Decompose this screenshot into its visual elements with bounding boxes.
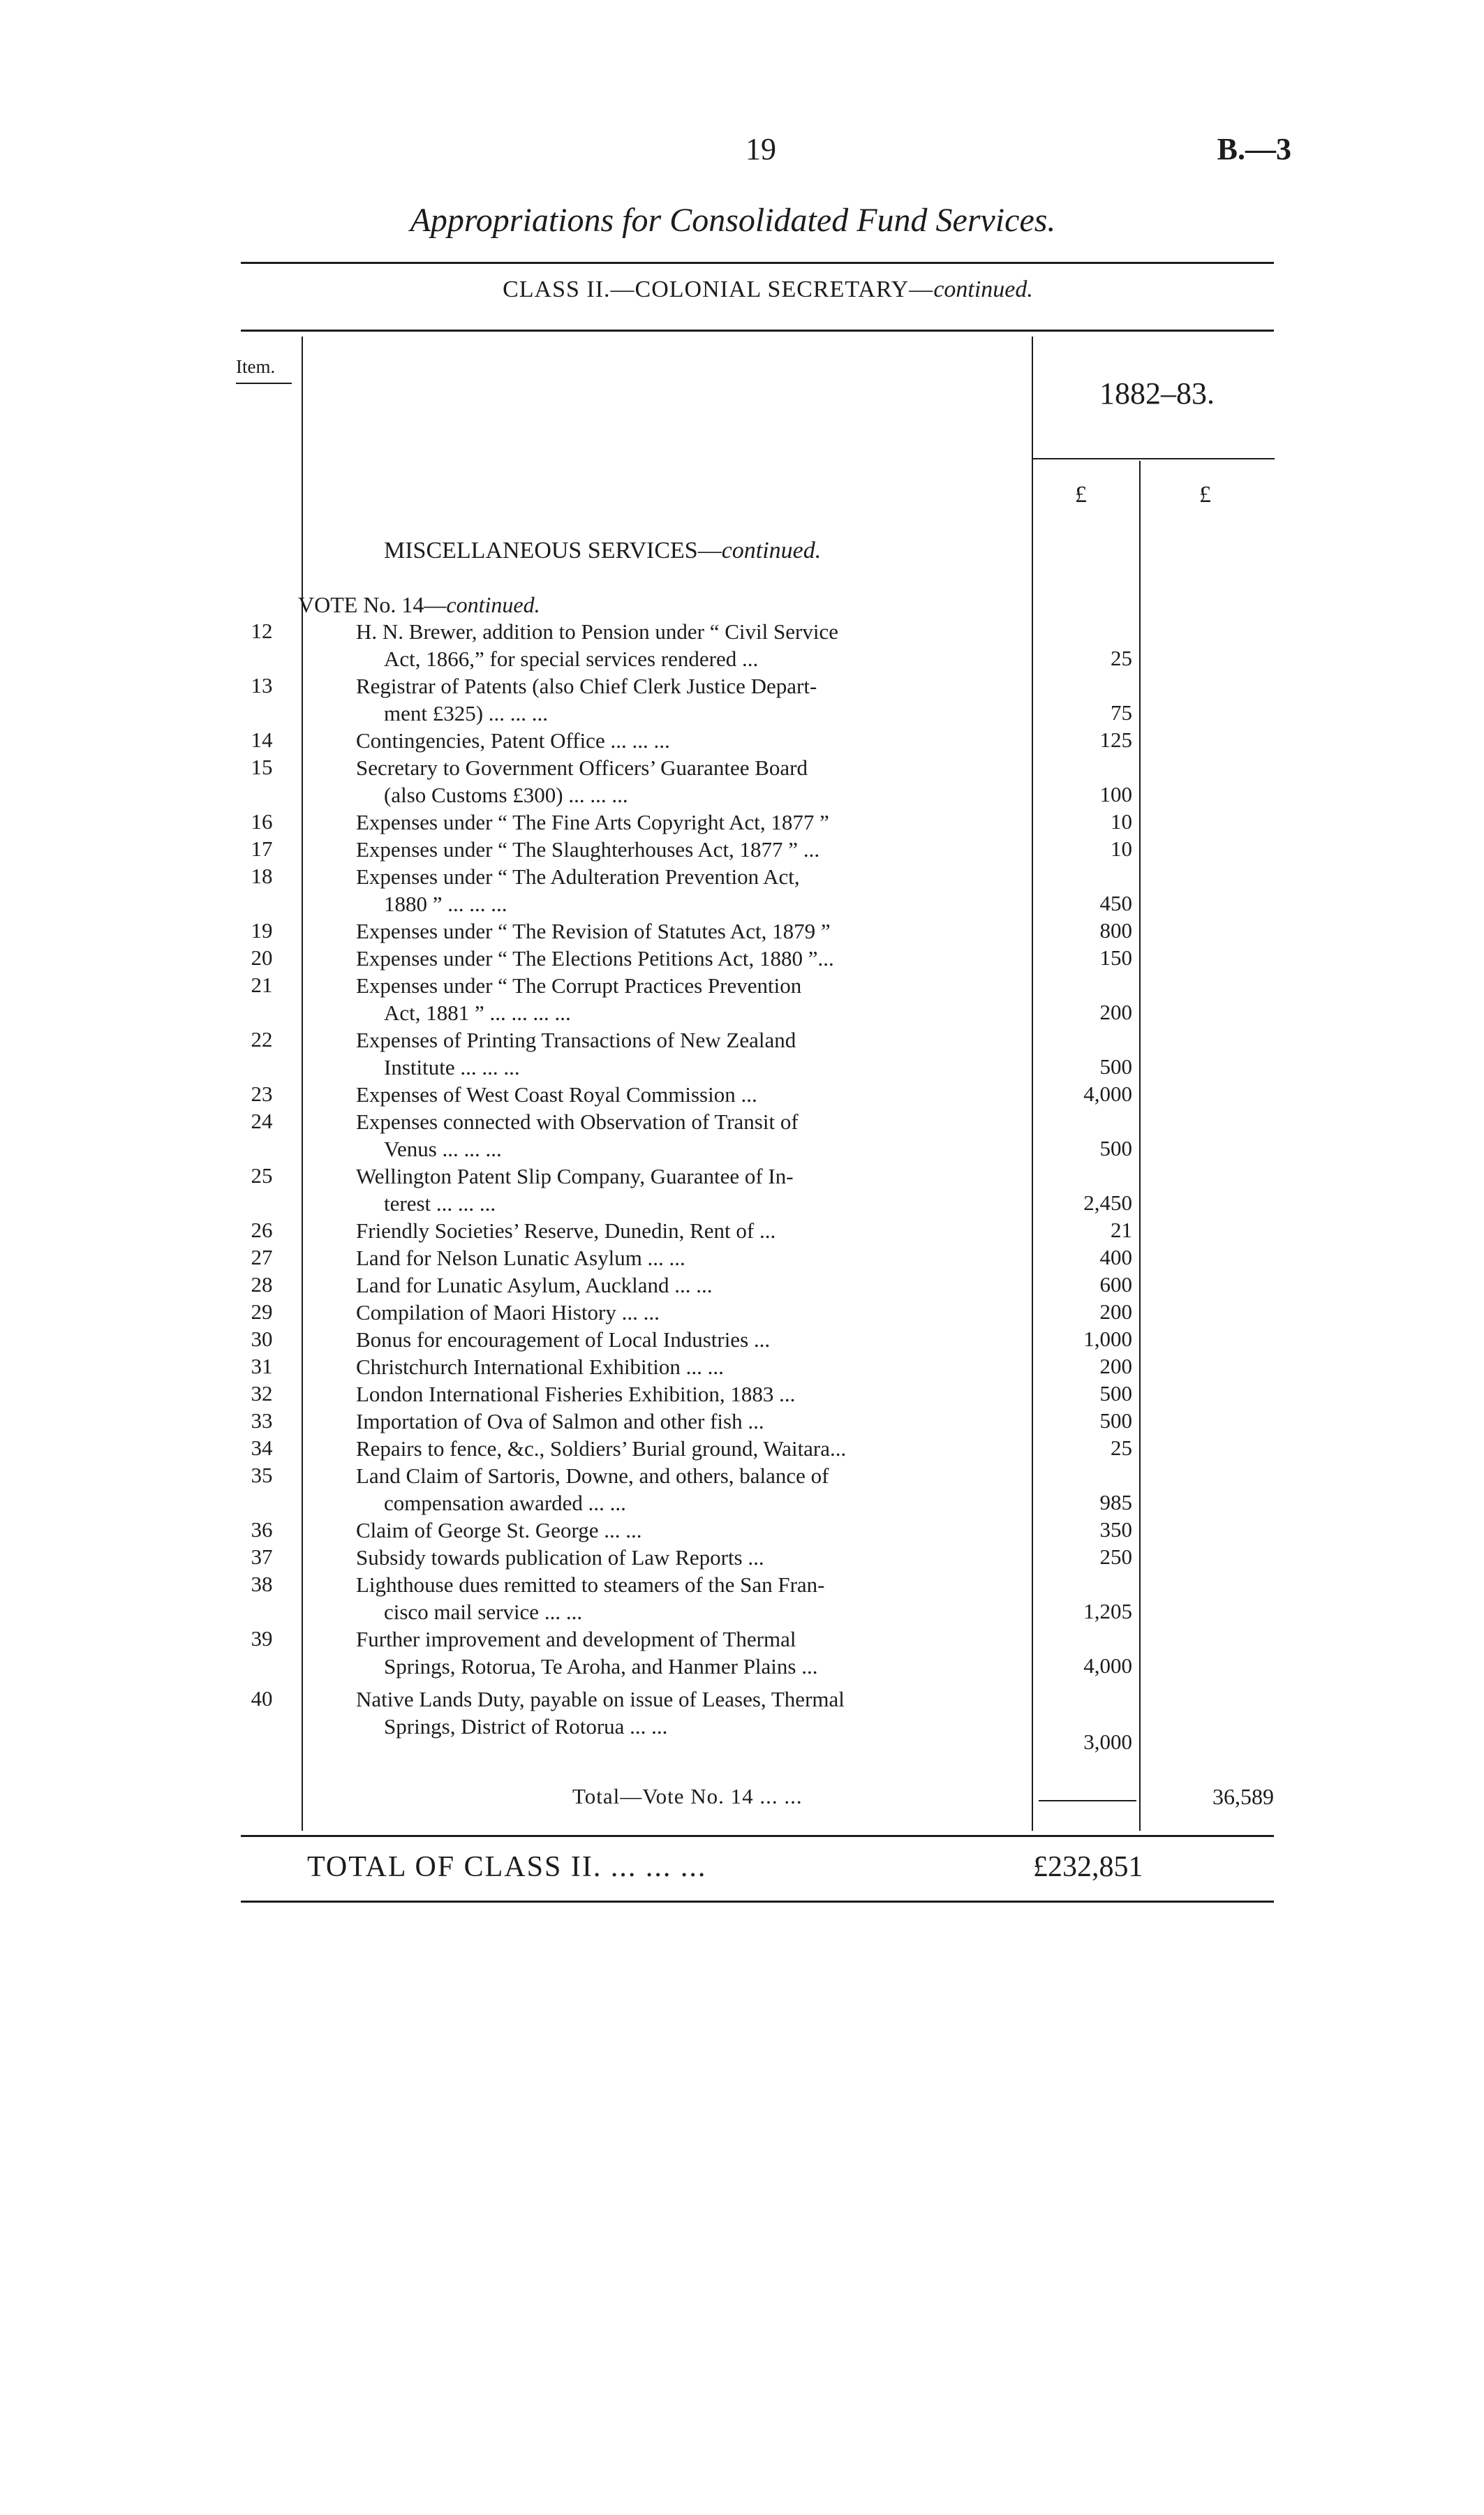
- page-title: Appropriations for Consolidated Fund Services.: [410, 202, 1056, 239]
- item-description: H. N. Brewer, addition to Pension under “ Civil Service Act, 1866,” for special services rendered ...: [356, 619, 838, 671]
- item-amount: 985: [1099, 1490, 1132, 1514]
- item-column-rule: [302, 337, 303, 1831]
- item-number: 13: [251, 673, 273, 698]
- item-description: Compilation of Maori History ... ...: [356, 1300, 660, 1325]
- item-number: 26: [251, 1218, 273, 1242]
- item-number: 37: [251, 1544, 273, 1569]
- item-number: 22: [251, 1027, 273, 1052]
- item-amount: 150: [1099, 945, 1132, 970]
- item-number: 18: [251, 864, 273, 888]
- item-amount: 100: [1099, 782, 1132, 806]
- item-amount: 75: [1111, 700, 1132, 725]
- item-amount: 1,205: [1083, 1599, 1132, 1623]
- item-description: Expenses of Printing Transactions of New Zealand Institute ... ... ...: [356, 1028, 796, 1079]
- item-number: 19: [251, 918, 273, 943]
- item-description: Lighthouse dues remitted to steamers of the San Fran- cisco mail service ... ...: [356, 1572, 825, 1624]
- item-number: 40: [251, 1686, 273, 1711]
- vote-total-label: Total—Vote No. 14 ... ...: [572, 1784, 803, 1808]
- item-description: Expenses under “ The Adulteration Prevention Act, 1880 ” ... ... ...: [356, 864, 800, 916]
- item-description: Christchurch International Exhibition ... ...: [356, 1355, 724, 1379]
- title-rule: [241, 262, 1274, 264]
- item-description: Land for Nelson Lunatic Asylum ... ...: [356, 1246, 685, 1270]
- item-amount: 125: [1099, 728, 1132, 752]
- item-description: Expenses under “ The Corrupt Practices Prevention Act, 1881 ” ... ... ... ...: [356, 973, 802, 1025]
- item-number: 33: [251, 1408, 273, 1433]
- item-description: Secretary to Government Officers’ Guarantee Board (also Customs £300) ... ... ...: [356, 755, 808, 807]
- item-amount: 1,000: [1083, 1327, 1132, 1351]
- table-bottom-rule: [241, 1835, 1274, 1837]
- item-number: 15: [251, 755, 273, 779]
- item-description: Expenses under “ The Elections Petitions Act, 1880 ”...: [356, 946, 834, 971]
- item-number: 21: [251, 973, 273, 997]
- item-number: 24: [251, 1109, 273, 1133]
- item-description: Expenses under “ The Revision of Statutes Act, 1879 ”: [356, 919, 831, 943]
- item-number: 14: [251, 728, 273, 752]
- item-number: 34: [251, 1436, 273, 1460]
- item-description: Expenses connected with Observation of Transit of Venus ... ... ...: [356, 1109, 799, 1161]
- item-number: 23: [251, 1082, 273, 1106]
- class-total-amount: £232,851: [1033, 1851, 1143, 1883]
- item-description: Native Lands Duty, payable on issue of Leases, Thermal Springs, District of Rotorua ... ...: [356, 1687, 845, 1739]
- vote-heading: VOTE No. 14—continued.: [298, 592, 540, 617]
- year-column-header: 1882–83.: [1099, 376, 1215, 411]
- page-bottom-rule: [241, 1901, 1274, 1903]
- item-amount: 400: [1099, 1245, 1132, 1269]
- description-column-rule: [1032, 337, 1033, 1831]
- page-number: 19: [745, 132, 776, 166]
- item-amount: 200: [1099, 1000, 1132, 1024]
- item-number: 29: [251, 1299, 273, 1324]
- item-amount: 25: [1111, 646, 1132, 670]
- item-amount: 10: [1111, 836, 1132, 861]
- item-amount: 3,000: [1083, 1729, 1132, 1754]
- item-column-header: Item.: [236, 356, 276, 377]
- item-description: Expenses under “ The Slaughterhouses Act, 1877 ” ...: [356, 837, 820, 862]
- item-description: Bonus for encouragement of Local Industries ...: [356, 1327, 771, 1352]
- item-header-underline: [236, 383, 292, 384]
- item-number: 25: [251, 1163, 273, 1188]
- item-description: Repairs to fence, &c., Soldiers’ Burial ground, Waitara...: [356, 1436, 847, 1461]
- item-number: 36: [251, 1517, 273, 1542]
- item-number: 27: [251, 1245, 273, 1269]
- item-number: 16: [251, 809, 273, 834]
- item-number: 17: [251, 836, 273, 861]
- item-description: Wellington Patent Slip Company, Guarantee of In- terest ... ... ...: [356, 1164, 794, 1216]
- item-amount: 500: [1099, 1136, 1132, 1160]
- item-description: Friendly Societies’ Reserve, Dunedin, Rent of ...: [356, 1218, 776, 1243]
- currency-symbol-2: £: [1199, 482, 1211, 508]
- item-description: London International Fisheries Exhibition, 1883 ...: [356, 1382, 796, 1406]
- currency-symbol-1: £: [1075, 482, 1087, 508]
- item-number: 28: [251, 1272, 273, 1297]
- item-description: Registrar of Patents (also Chief Clerk Justice Depart- ment £325) ... ... ...: [356, 674, 817, 725]
- item-amount: 500: [1099, 1054, 1132, 1079]
- item-description: Subsidy towards publication of Law Reports ...: [356, 1545, 764, 1570]
- subtotal-rule: [1039, 1800, 1136, 1801]
- item-amount: 800: [1099, 918, 1132, 943]
- item-amount: 200: [1099, 1299, 1132, 1324]
- item-number: 38: [251, 1572, 273, 1596]
- item-number: 31: [251, 1354, 273, 1378]
- item-description: Expenses under “ The Fine Arts Copyright Act, 1877 ”: [356, 810, 829, 834]
- item-amount: 200: [1099, 1354, 1132, 1378]
- item-number: 39: [251, 1626, 273, 1651]
- item-amount: 450: [1099, 891, 1132, 915]
- class-heading: CLASS II.—COLONIAL SECRETARY—continued.: [503, 276, 1033, 302]
- item-description: Land Claim of Sartoris, Downe, and others, balance of compensation awarded ... ...: [356, 1463, 829, 1515]
- document-reference: B.—3: [1217, 132, 1291, 166]
- item-amount: 4,000: [1083, 1653, 1132, 1678]
- item-amount: 500: [1099, 1381, 1132, 1406]
- section-heading: MISCELLANEOUS SERVICES—continued.: [384, 538, 822, 563]
- item-amount: 250: [1099, 1544, 1132, 1569]
- item-amount: 10: [1111, 809, 1132, 834]
- item-amount: 25: [1111, 1436, 1132, 1460]
- item-amount: 600: [1099, 1272, 1132, 1297]
- item-description: Importation of Ova of Salmon and other fish ...: [356, 1409, 764, 1433]
- class-total-label: TOTAL OF CLASS II. ... ... ...: [307, 1851, 707, 1883]
- subtotal-column-rule: [1139, 461, 1141, 1831]
- item-number: 12: [251, 619, 273, 643]
- item-description: Further improvement and development of Thermal Springs, Rotorua, Te Aroha, and Hanmer Plains ...: [356, 1627, 818, 1679]
- item-number: 20: [251, 945, 273, 970]
- item-description: Expenses of West Coast Royal Commission ...: [356, 1082, 757, 1107]
- item-number: 35: [251, 1463, 273, 1487]
- year-header-rule: [1032, 458, 1275, 459]
- item-amount: 350: [1099, 1517, 1132, 1542]
- class-heading-rule: [241, 330, 1274, 332]
- item-amount: 2,450: [1083, 1190, 1132, 1215]
- item-description: Land for Lunatic Asylum, Auckland ... ...: [356, 1273, 713, 1297]
- item-number: 30: [251, 1327, 273, 1351]
- item-amount: 4,000: [1083, 1082, 1132, 1106]
- item-number: 32: [251, 1381, 273, 1406]
- vote-total-amount: 36,589: [1212, 1784, 1274, 1809]
- item-description: Contingencies, Patent Office ... ... ...: [356, 728, 670, 753]
- item-description: Claim of George St. George ... ...: [356, 1518, 642, 1542]
- item-amount: 500: [1099, 1408, 1132, 1433]
- item-amount: 21: [1111, 1218, 1132, 1242]
